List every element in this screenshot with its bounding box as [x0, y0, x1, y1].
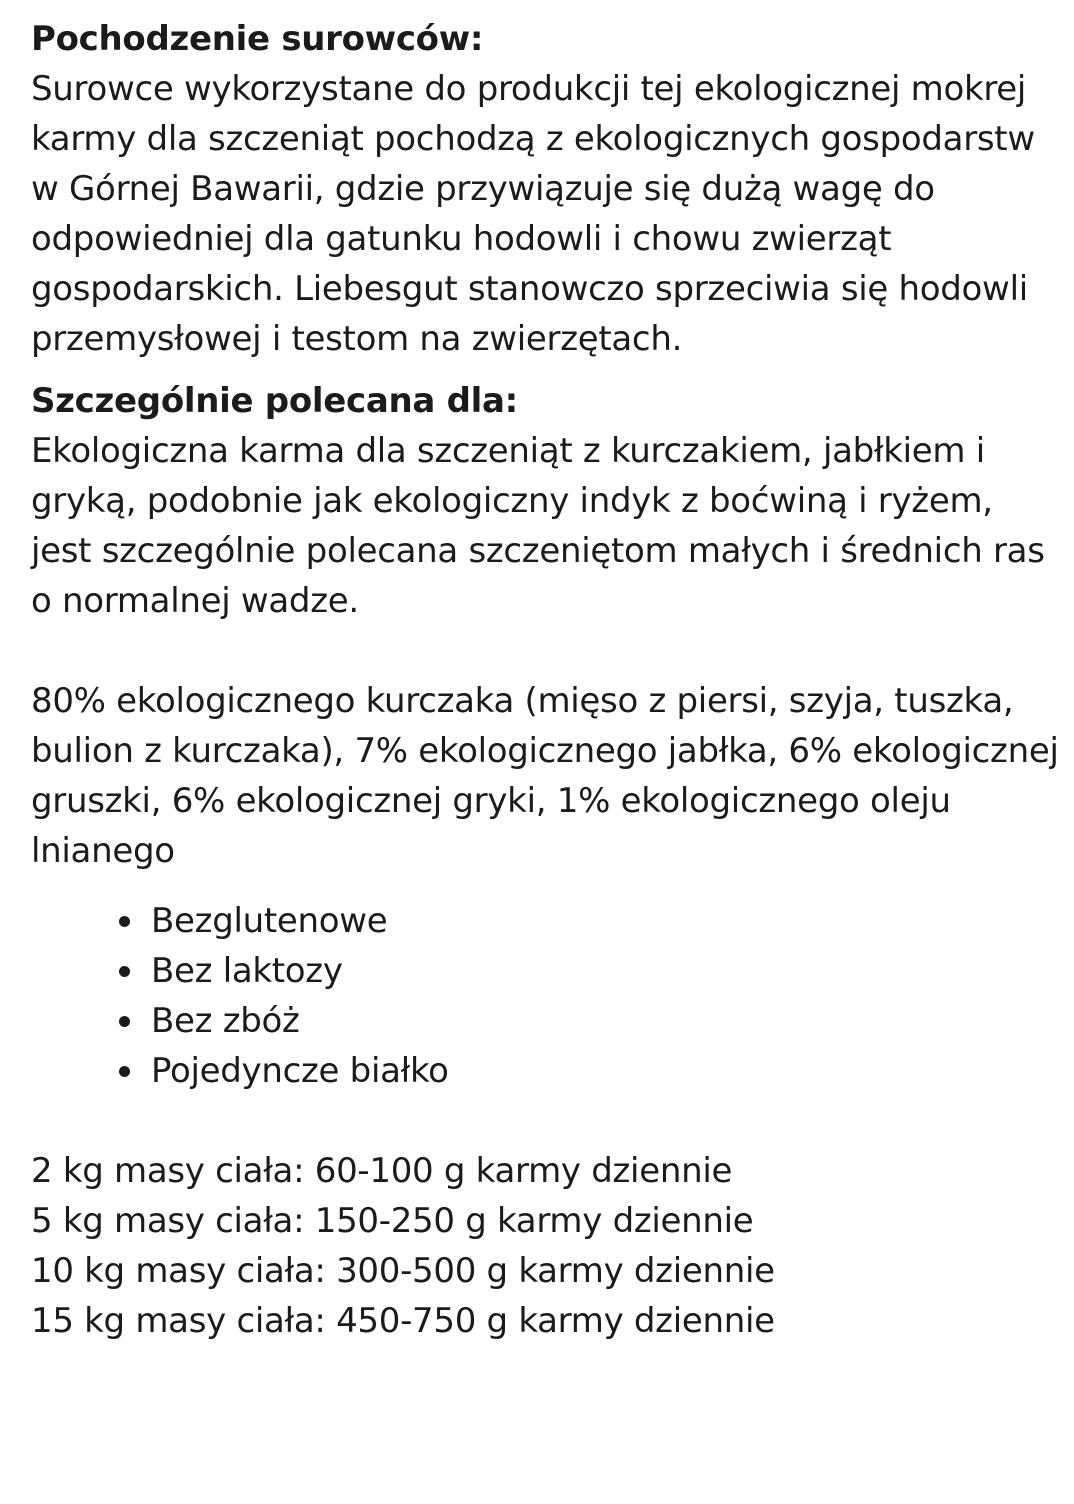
dosage-section: [31, 1146, 1061, 1346]
list-item: [31, 1046, 1061, 1096]
product-description: [31, 14, 1061, 1346]
feature-label: Bez zbóż: [151, 1001, 300, 1041]
bullet-icon: [119, 916, 130, 927]
bullet-icon: [119, 966, 130, 977]
feature-label: Bezglutenowe: [151, 901, 388, 941]
list-item: [31, 946, 1061, 996]
recommended-text: Ekologiczna karma dla szczeniąt z kurczakiem, jabłkiem i gryką, podobnie jak ekologiczny indyk z boćwiną i ryżem, jest szczególnie polecana szczeniętom małych i średnich ras o normalnej wadze.: [31, 431, 1045, 621]
feature-label: Pojedyncze białko: [151, 1051, 449, 1091]
features-list: [31, 896, 1061, 1096]
dosage-line: 2 kg masy ciała: 60-100 g karmy dziennie: [31, 1151, 733, 1191]
bullet-icon: [119, 1016, 130, 1027]
origin-section: [31, 14, 1061, 364]
origin-text: Surowce wykorzystane do produkcji tej ekologicznej mokrej karmy dla szczeniąt pochodzą z ekologicznych gospodarstw w Górnej Bawarii, gdzie przywiązuje się dużą wagę do odpowiedniej dla gatunku hodowli i chowu zwierząt gospodarskich. Liebesgut stanowczo sprzeciwia się hodowli przemysłowej i testom na zwierzętach.: [31, 69, 1035, 359]
list-item: [31, 996, 1061, 1046]
dosage-line: 10 kg masy ciała: 300-500 g karmy dziennie: [31, 1251, 775, 1291]
dosage-line: 5 kg masy ciała: 150-250 g karmy dziennie: [31, 1201, 754, 1241]
composition-text: 80% ekologicznego kurczaka (mięso z piersi, szyja, tuszka, bulion z kurczaka), 7% ekologicznego jabłka, 6% ekologicznej gruszki, 6% ekologicznej gryki, 1% ekologicznego oleju lnianego: [31, 681, 1059, 871]
list-item: [31, 896, 1061, 946]
origin-title: Pochodzenie surowców:: [31, 19, 484, 59]
recommended-section: [31, 376, 1061, 626]
recommended-title: Szczególnie polecana dla:: [31, 381, 518, 421]
dosage-line: 15 kg masy ciała: 450-750 g karmy dziennie: [31, 1301, 775, 1341]
bullet-icon: [119, 1066, 130, 1077]
feature-label: Bez laktozy: [151, 951, 343, 991]
